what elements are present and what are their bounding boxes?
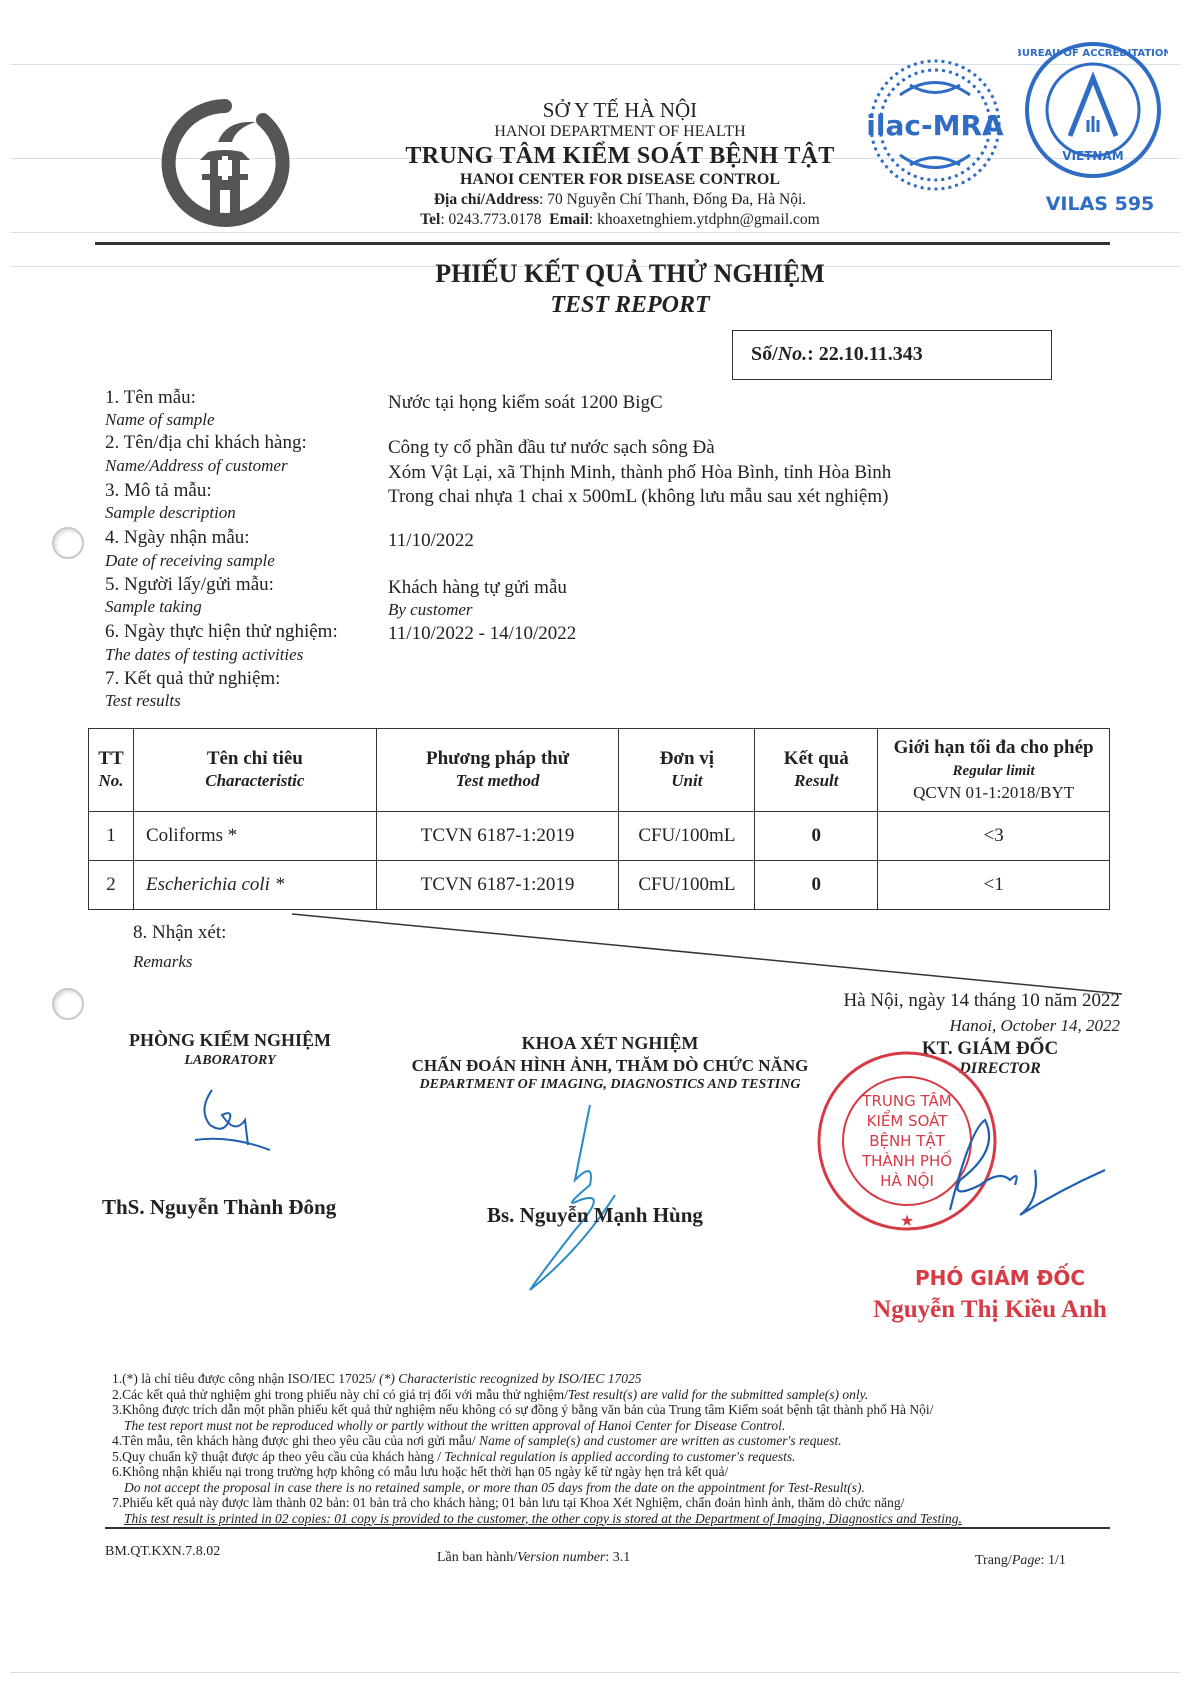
svg-text:ilac-MRA: ilac-MRA xyxy=(866,109,1004,142)
footer-divider xyxy=(105,1527,1110,1529)
cell-unit: CFU/100mL xyxy=(619,812,755,861)
info-label-received-date: 4. Ngày nhận mẫu: xyxy=(105,527,250,548)
footnote-3-en: The test report must not be reproduced wholly or partly without the written approval of Hanoi Center for Disease Control. xyxy=(124,1417,786,1433)
cell-unit: CFU/100mL xyxy=(619,861,755,910)
boa-accreditation-seal-icon xyxy=(1018,40,1168,185)
title-en: TEST REPORT xyxy=(550,292,710,318)
lab-title: PHÒNG KIỂM NGHIỆM xyxy=(129,1030,331,1050)
info-value-sample-name: Nước tại họng kiểm soát 1200 BigC xyxy=(388,392,663,413)
cell-characteristic: Coliforms * xyxy=(133,812,376,861)
header-department-vi: SỞ Y TẾ HÀ NỘI xyxy=(542,98,698,122)
report-number: : 22.10.11.343 xyxy=(807,343,923,365)
svg-text:VIETNAM: VIETNAM xyxy=(1062,149,1124,163)
punch-hole xyxy=(52,527,84,559)
title-vi: PHIẾU KẾT QUẢ THỬ NGHIỆM xyxy=(435,259,825,288)
ilac-mra-seal-icon xyxy=(860,55,1010,195)
col-header-characteristic: Tên chỉ tiêu Characteristic xyxy=(133,729,376,812)
svg-text:★: ★ xyxy=(899,1213,915,1230)
info-label-en: Date of receiving sample xyxy=(105,551,275,570)
info-value-customer-address: Xóm Vật Lại, xã Thịnh Minh, thành phố Hòa Bình, tỉnh Hòa Bình xyxy=(388,462,892,483)
info-label-results: 7. Kết quả thử nghiệm: xyxy=(105,668,281,689)
footnote-6-en: Do not accept the proposal in case there is no retained sample, or more than 05 days from the date on the appointment for Test-Result(s). xyxy=(124,1479,865,1495)
info-label-en: The dates of testing activities xyxy=(105,645,304,664)
dept-title: KHOA XÉT NGHIỆM xyxy=(521,1033,699,1053)
info-label-description: 3. Mô tả mẫu: xyxy=(105,480,212,501)
dept-title-2: CHẨN ĐOÁN HÌNH ẢNH, THĂM DÒ CHỨC NĂNG xyxy=(411,1056,809,1075)
header-org-vi: TRUNG TÂM KIỂM SOÁT BỆNH TẬT xyxy=(405,143,835,169)
remarks-label: 8. Nhận xét: xyxy=(133,922,227,943)
cdc-logo-icon xyxy=(160,98,290,228)
header-org-en: HANOI CENTER FOR DISEASE CONTROL xyxy=(459,171,781,188)
version-number: Lần ban hành/Version number: 3.1 xyxy=(437,1550,631,1565)
col-header-result: Kết quả Result xyxy=(755,729,878,812)
page-number: Trang/Page: 1/1 xyxy=(975,1553,1066,1568)
footnote-7: 7.Phiếu kết quả này được làm thành 02 bản: 01 bản trả cho khách hàng; 01 bản lưu tại Khoa Xét Nghiệm, chẩn đoán hình ảnh, thăm dò chức năng/ xyxy=(112,1495,905,1510)
lab-signer-name: ThS. Nguyễn Thành Đông xyxy=(102,1195,337,1219)
footnote-1: 1.(*) là chỉ tiêu được công nhận ISO/IEC 17025/ (*) Characteristic recognized by ISO/IEC 17025 xyxy=(112,1371,642,1386)
director-position: PHÓ GIÁM ĐỐC xyxy=(915,1266,1085,1290)
info-value-testing-dates: 11/10/2022 - 14/10/2022 xyxy=(388,623,577,644)
punch-hole xyxy=(52,988,84,1020)
info-label-en: Sample description xyxy=(105,503,236,522)
info-label-testing-dates: 6. Ngày thực hiện thử nghiệm: xyxy=(105,621,338,642)
info-label-en: Name of sample xyxy=(105,410,215,429)
results-table xyxy=(88,728,1110,910)
report-title xyxy=(300,258,960,320)
scan-line xyxy=(10,232,1180,233)
cell-result: 0 xyxy=(755,861,878,910)
footnote-7-en: This test result is printed in 02 copies: 01 copy is provided to the customer, the other copy is stored at the Department of Imaging, Diagnostics and Testing. xyxy=(124,1510,962,1526)
director-signature-icon xyxy=(940,1110,1110,1225)
table-row xyxy=(89,812,1110,861)
form-code: BM.QT.KXN.7.8.02 xyxy=(105,1544,221,1559)
col-header-no: TT No. xyxy=(89,729,134,812)
footnote-6: 6.Không nhận khiếu nại trong trường hợp không có mẫu lưu hoặc hết thời hạn 05 ngày kể từ ngày hẹn trả kết quả/ xyxy=(112,1464,729,1479)
svg-text:BUREAU OF ACCREDITATION: BUREAU OF ACCREDITATION xyxy=(1018,48,1168,59)
cell-limit: <1 xyxy=(878,861,1110,910)
svg-text:TRUNG TÂM: TRUNG TÂM xyxy=(862,1092,952,1110)
issue-date-en: Hanoi, October 14, 2022 xyxy=(949,1016,1120,1035)
footnote-3: 3.Không được trích dẫn một phần phiếu kết quả thử nghiệm nếu không có sự đồng ý bằng văn bản của Trung tâm Kiểm soát bệnh tật thành phố Hà Nội/ xyxy=(112,1402,934,1417)
info-value-received-date: 11/10/2022 xyxy=(388,530,474,551)
table-header-row xyxy=(89,729,1110,812)
cell-method: TCVN 6187-1:2019 xyxy=(376,861,619,910)
info-label-en: Name/Address of customer xyxy=(105,456,288,475)
dept-signer-name: Bs. Nguyễn Mạnh Hùng xyxy=(487,1203,703,1227)
header-organization xyxy=(360,98,880,230)
col-header-limit: Giới hạn tối đa cho phép Regular limit QCVN 01-1:2018/BYT xyxy=(878,729,1110,812)
info-value-customer-name: Công ty cổ phần đầu tư nước sạch sông Đà xyxy=(388,437,715,458)
cell-no: 2 xyxy=(89,861,134,910)
svg-text:BỆNH TẬT: BỆNH TẬT xyxy=(869,1132,945,1150)
svg-text:KIỂM SOÁT: KIỂM SOÁT xyxy=(866,1112,948,1130)
info-label-en: Sample taking xyxy=(105,597,202,616)
vilas-code: VILAS 595 xyxy=(1045,193,1155,215)
director-title: KT. GIÁM ĐỐC xyxy=(921,1038,1059,1059)
email-link[interactable]: : khoaxetnghiem.ytdphn@gmail.com xyxy=(588,211,820,228)
header-address: Địa chỉ/Address: 70 Nguyễn Chí Thanh, Đống Đa, Hà Nội. xyxy=(433,191,807,208)
info-value-sampler: Khách hàng tự gửi mẫu xyxy=(388,577,567,598)
cell-characteristic: Escherichia coli * xyxy=(133,861,376,910)
issue-date-vi: Hà Nội, ngày 14 tháng 10 năm 2022 xyxy=(843,990,1120,1011)
info-label-customer: 2. Tên/địa chỉ khách hàng: xyxy=(105,432,307,453)
table-row xyxy=(89,861,1110,910)
header-department-en: HANOI DEPARTMENT OF HEALTH xyxy=(494,123,746,140)
lab-signature-icon xyxy=(190,1080,280,1165)
cell-limit: <3 xyxy=(878,812,1110,861)
col-header-unit: Đơn vị Unit xyxy=(619,729,755,812)
info-label-sampler: 5. Người lấy/gửi mẫu: xyxy=(105,574,274,595)
dept-title-en: DEPARTMENT OF IMAGING, DIAGNOSTICS AND TESTING xyxy=(419,1077,801,1092)
cell-no: 1 xyxy=(89,812,134,861)
remarks-label-en: Remarks xyxy=(133,952,193,971)
svg-text:THÀNH PHỐ: THÀNH PHỐ xyxy=(861,1152,953,1170)
scan-line xyxy=(10,1672,1180,1673)
lab-title-en: LABORATORY xyxy=(184,1053,276,1068)
svg-text:HÀ NỘI: HÀ NỘI xyxy=(880,1172,934,1190)
director-title-en: DIRECTOR xyxy=(959,1060,1041,1077)
info-value-sampler-en: By customer xyxy=(388,600,473,619)
col-header-method: Phương pháp thử Test method xyxy=(376,729,619,812)
header-divider xyxy=(95,242,1110,245)
footnote-5: 5.Quy chuẩn kỹ thuật được áp theo yêu cầu của khách hàng / Technical regulation is applied according to customer's requests. xyxy=(112,1448,796,1464)
info-label-sample-name: 1. Tên mẫu: xyxy=(105,387,196,408)
header-contact: Tel: 0243.773.0178 Email: khoaxetnghiem.ytdphn@gmail.com xyxy=(420,211,820,228)
footnotes xyxy=(112,1371,1112,1526)
info-value-description: Trong chai nhựa 1 chai x 500mL (không lưu mẫu sau xét nghiệm) xyxy=(388,486,889,507)
cell-method: TCVN 6187-1:2019 xyxy=(376,812,619,861)
director-name: Nguyễn Thị Kiều Anh xyxy=(873,1296,1107,1323)
info-label-en: Test results xyxy=(105,691,181,710)
cell-result: 0 xyxy=(755,812,878,861)
report-number-box: Số/No.: 22.10.11.343 xyxy=(732,330,1052,380)
footnote-2: 2.Các kết quả thử nghiệm ghi trong phiếu này chỉ có giá trị đối với mẫu thử nghiệm/Test result(s) are valid for the submitted sample(s) only. xyxy=(112,1386,869,1402)
footnote-4: 4.Tên mẫu, tên khách hàng được ghi theo yêu cầu của nơi gửi mẫu/ Name of sample(s) and customer are written as customer's request. xyxy=(112,1433,842,1448)
